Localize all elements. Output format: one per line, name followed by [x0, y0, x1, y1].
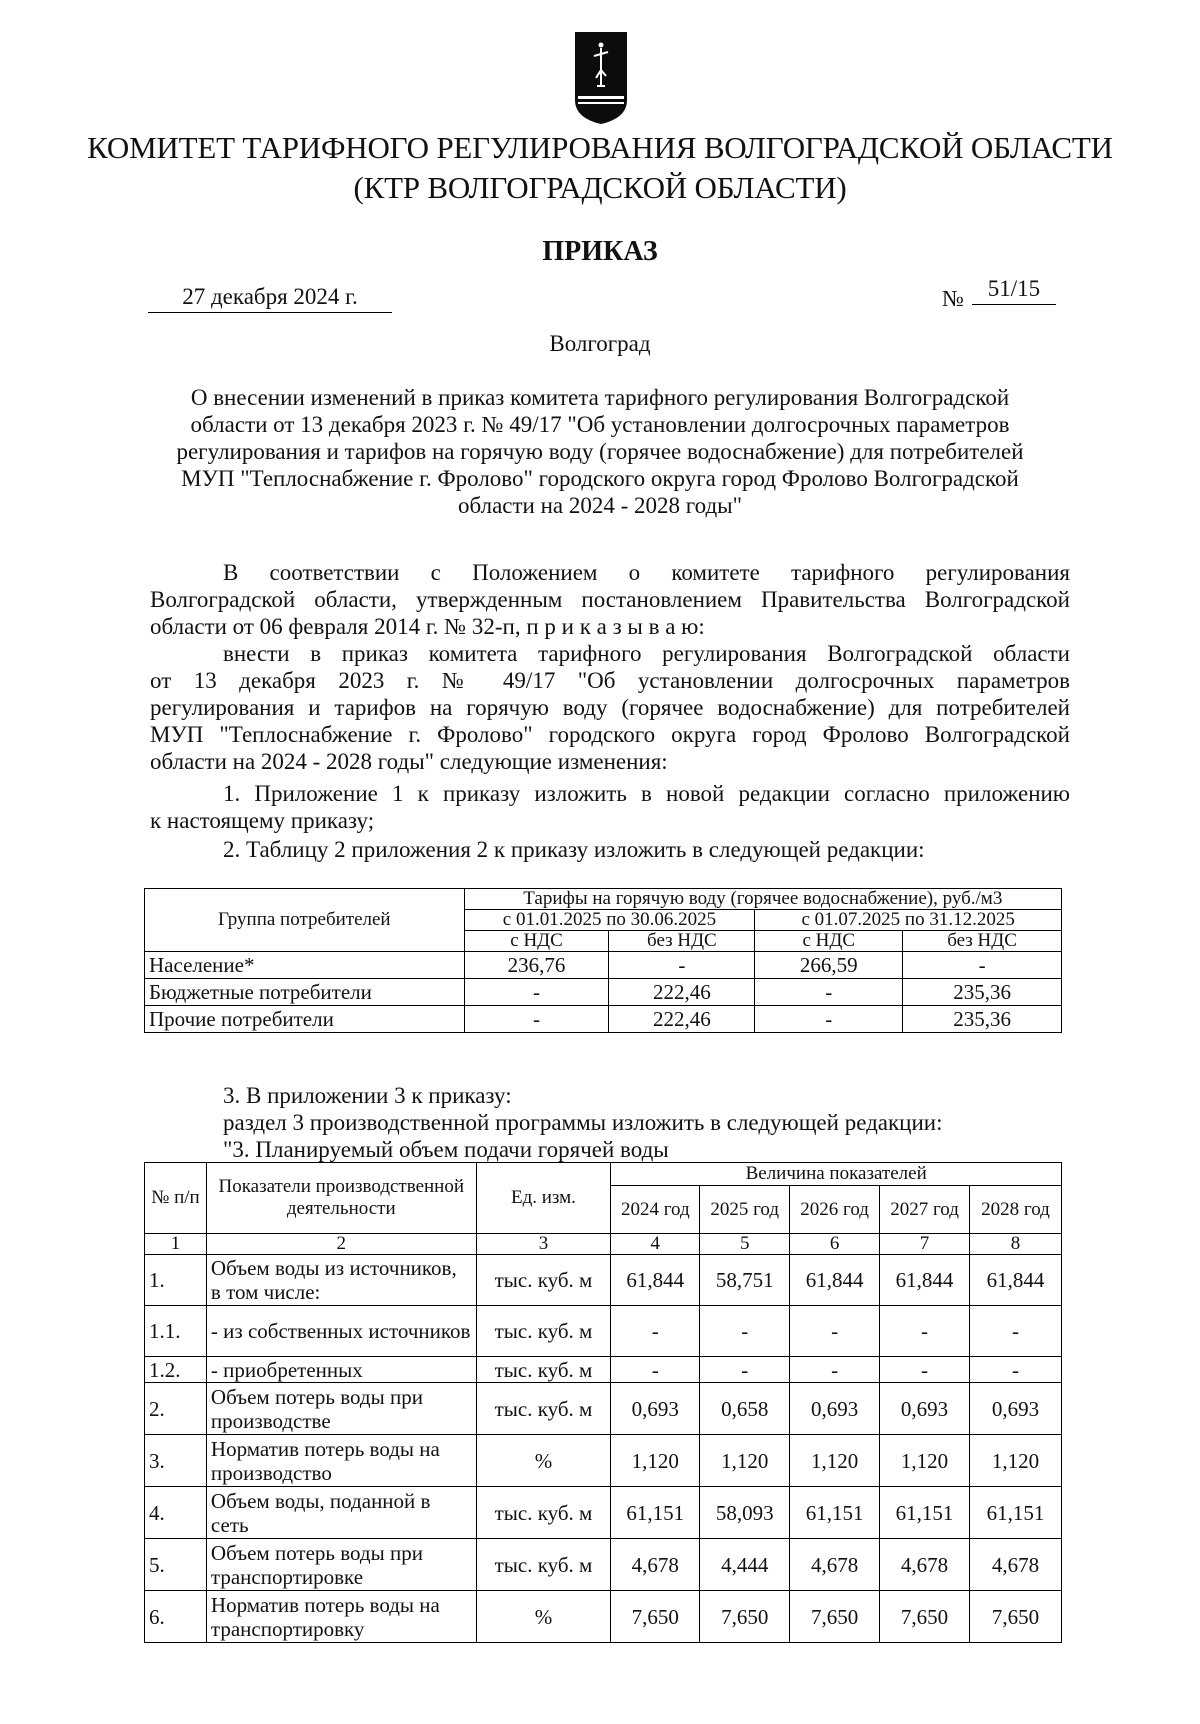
table-row: 6. Норматив потерь воды на транспортировку % 7,650 7,650 7,650 7,650 7,650 [145, 1591, 1062, 1643]
group-header: Группа потребителей [145, 889, 465, 952]
year-header: 2025 год [700, 1186, 790, 1234]
water-volume-table [144, 1162, 1062, 1643]
order-paragraph: внести в приказ комитета тарифного регулирования Волгоградской области от 13 декабря 2023 г. № 49/17 "Об установлении долгосрочных параметров регулирования и тарифов на горячую воду (горячее водоснабжение) для потребителей МУП "Теплоснабжение г. Фролово" городского округа город Фролово Волгоградской области на 2024 - 2028 годы" следующие изменения: [150, 641, 1070, 774]
table-row: 1.1. - из собственных источников тыс. куб. м - - - - - [145, 1306, 1062, 1357]
year-header: 2028 год [970, 1186, 1062, 1234]
document-subject: О внесении изменений в приказ комитета тарифного регулирования Волгоградской области от 13 декабря 2023 г. № 49/17 "Об установлении долгосрочных параметров регулирования и тарифов на горячую воду (горячее водоснабжение) для потребителей МУП "Теплоснабжение г. Фролово" городского округа город Фролово Волгоградской области на 2024 - 2028 годы" [176, 385, 1024, 518]
column-number-row: 1 2 3 4 5 6 7 8 [145, 1234, 1062, 1255]
table-row: 1.2. - приобретенных тыс. куб. м - - - - - [145, 1357, 1062, 1383]
table-row: 1. Объем воды из источников, в том числе: тыс. куб. м 61,844 58,751 61,844 61,844 61,844 [145, 1255, 1062, 1306]
document-number: 51/15 [972, 275, 1056, 305]
city: Волгоград [549, 331, 651, 356]
year-header: 2026 год [790, 1186, 880, 1234]
values-header: Величина показателей [611, 1163, 1062, 1186]
indicator-header: Показатели производственной деятельности [206, 1163, 476, 1234]
organization-abbreviation: (КТР ВОЛГОГРАДСКОЙ ОБЛАСТИ) [353, 170, 847, 205]
document-date: 27 декабря 2024 г. [148, 283, 392, 313]
table-row: 4. Объем воды, поданной в сеть тыс. куб. м 61,151 58,093 61,151 61,151 61,151 [145, 1487, 1062, 1539]
number-header: № п/п [145, 1163, 207, 1234]
table-row: Бюджетные потребители - 222,46 - 235,36 [145, 979, 1062, 1006]
table-row: 2. Объем потерь воды при производстве тыс. куб. м 0,693 0,658 0,693 0,693 0,693 [145, 1383, 1062, 1435]
period-1-header: с 01.01.2025 по 30.06.2025 [464, 910, 755, 931]
year-header: 2027 год [880, 1186, 970, 1234]
item-1: 1. Приложение 1 к приказу изложить в новой редакции согласно приложению к настоящему приказу; [150, 781, 1070, 833]
number-label: № [942, 286, 964, 311]
organization-name: КОМИТЕТ ТАРИФНОГО РЕГУЛИРОВАНИЯ ВОЛГОГРАДСКОЙ ОБЛАСТИ [87, 130, 1113, 165]
item-2: 2. Таблицу 2 приложения 2 к приказу изложить в следующей редакции: [223, 837, 925, 862]
tariff-table [144, 888, 1062, 1033]
tariff-header: Тарифы на горячую воду (горячее водоснабжение), руб./м3 [464, 889, 1061, 910]
table-row: 3. Норматив потерь воды на производство % 1,120 1,120 1,120 1,120 1,120 [145, 1435, 1062, 1487]
table-row: Прочие потребители - 222,46 - 235,36 [145, 1006, 1062, 1033]
item-3: 3. В приложении 3 к приказу: раздел 3 производственной программы изложить в следующей редакции: "3. Планируемый объем подачи горячей воды [223, 1083, 943, 1162]
year-header: 2024 год [611, 1186, 700, 1234]
unit-header: Ед. изм. [476, 1163, 611, 1234]
period-2-header: с 01.07.2025 по 31.12.2025 [755, 910, 1062, 931]
with-vat-header: с НДС [755, 931, 903, 952]
with-vat-header: с НДС [464, 931, 609, 952]
without-vat-header: без НДС [609, 931, 755, 952]
without-vat-header: без НДС [903, 931, 1062, 952]
table-row: Население* 236,76 - 266,59 - [145, 952, 1062, 979]
document-type: ПРИКАЗ [542, 236, 658, 267]
table-row: 5. Объем потерь воды при транспортировке тыс. куб. м 4,678 4,444 4,678 4,678 4,678 [145, 1539, 1062, 1591]
preamble-paragraph: В соответствии с Положением о комитете тарифного регулирования Волгоградской области, утвержденным постановлением Правительства Волгоградской области от 06 февраля 2014 г. № 32-п, п р и к а з ы в а ю: [150, 560, 1070, 639]
coat-of-arms-emblem [572, 30, 630, 126]
